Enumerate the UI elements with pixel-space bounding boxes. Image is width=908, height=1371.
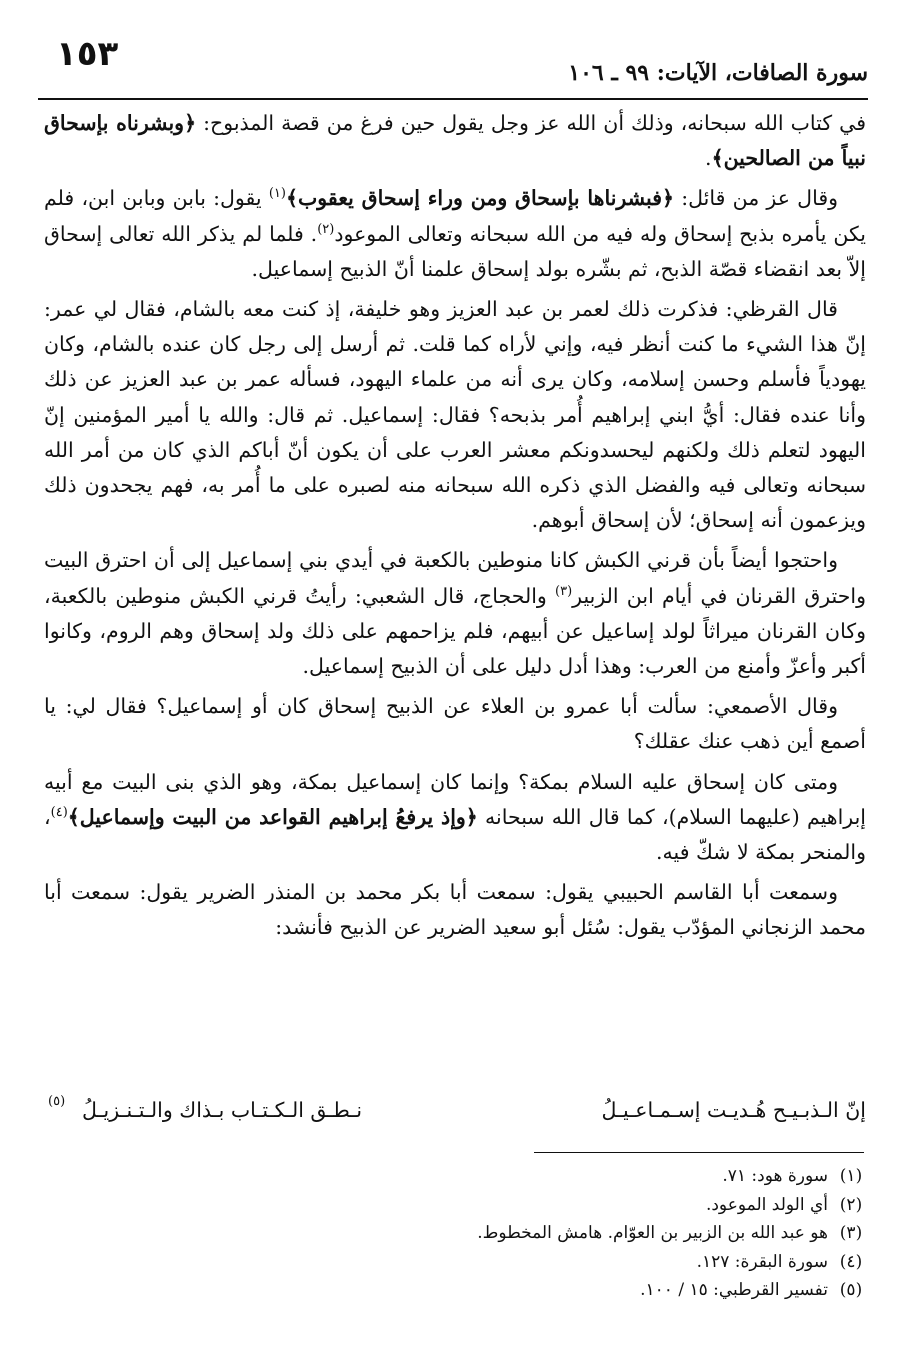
footnote (44, 1162, 864, 1191)
footnote-text: أي الولد الموعود. (705, 1194, 828, 1215)
text-run: في كتاب الله سبحانه، وذلك أن الله عز وجل يقول حين فرغ من قصة المذبوح: (196, 111, 866, 135)
quran-verse: ﴿وبشرناه بإسحاق نبياً من الصالحين﴾ (44, 111, 866, 171)
footnote-text: سورة البقرة: ١٢٧. (696, 1251, 828, 1272)
text-run: واحتجوا أيضاً بأن قرني الكبش كانا منوطين بالكعبة في أيدي بني إسماعيل إلى أن احترق البيت واحترق القرنان في أيام ابن الزبير (44, 548, 866, 608)
footnote (44, 1248, 864, 1277)
paragraph-6 (44, 765, 866, 871)
paragraph-3 (44, 292, 866, 538)
footnote (44, 1191, 864, 1220)
footnote-number: (٢) (839, 1194, 863, 1215)
footnote-number: (٣) (839, 1223, 863, 1243)
poetry-verse (44, 1094, 866, 1138)
footnote-ref: (٤) (50, 805, 68, 821)
text-run: ومتى كان إسحاق عليه السلام بمكة؟ وإنما كان إسماعيل بمكة، وهو الذي بنى البيت مع أبيه إبراهيم (عليهما السلام)، كما قال الله سبحانه (44, 769, 866, 829)
footnote-ref: (٢) (317, 221, 335, 237)
footnotes (44, 1162, 864, 1305)
paragraph-5 (44, 689, 866, 759)
footnote-number: (٤) (839, 1251, 863, 1272)
footnote-text: تفسير القرطبي: ١٥ / ١٠٠. (640, 1280, 828, 1300)
page-header (38, 26, 868, 86)
footnote-rule (534, 1152, 864, 1153)
body-text (44, 106, 866, 946)
paragraph-7 (44, 875, 866, 945)
page-number: ١٥٣ (56, 34, 119, 74)
footnote (44, 1219, 864, 1248)
text-run: يقول: بابن وبابن ابن، فلم يكن يأمره بذبح إسحاق وله فيه من الله سبحانه وتعالى الموعود (44, 186, 867, 246)
paragraph-2 (44, 181, 866, 287)
footnote-text: سورة هود: ٧١. (722, 1166, 828, 1186)
running-title: سورة الصافات، الآيات: ٩٩ ـ ١٠٦ (568, 60, 868, 86)
footnote-number: (٥) (839, 1280, 863, 1300)
footnote (44, 1276, 864, 1305)
quran-verse: ﴿وإذ يرفعُ إبراهيم القواعد من البيت وإسماعيل﴾ (67, 804, 478, 829)
quran-verse: ﴿فبشرناها بإسحاق ومن وراء إسحاق يعقوب﴾ (285, 186, 675, 211)
verse-hemistich-second: نـطـق الـكـتـاب بـذاك والـتـنـزيـلُ (82, 1098, 363, 1122)
text-run: وسمعت أبا القاسم الحبيبي يقول: سمعت أبا بكر محمد بن المنذر الضرير يقول: سمعت أبا محمد الزنجاني المؤدّب يقول: سُئل أبو سعيد الضرير عن الذبيح فأنشد: (44, 880, 866, 940)
text-run: وقال الأصمعي: سألت أبا عمرو بن العلاء عن الذبيح إسحاق كان أو إسماعيل؟ فقال لي: يا أصمع أين ذهب عنك عقلك؟ (44, 694, 866, 754)
text-run: . فلما لم يذكر الله تعالى إسحاق إلاّ بعد انقضاء قصّة الذبح، ثم بشّره بولد إسحاق علمنا أنّ الذبيح إسماعيل. (44, 221, 866, 281)
verse-hemistich-first: إنّ الـذبـيـح هُـديـت إسـمـاعـيـلُ (601, 1098, 866, 1122)
header-rule (38, 98, 868, 100)
footnote-ref: (٥) (48, 1094, 66, 1109)
paragraph-4 (44, 543, 866, 684)
text-run: وقال عز من قائل: (674, 186, 839, 211)
footnote-ref: (٣) (555, 583, 573, 599)
text-run: قال القرظي: فذكرت ذلك لعمر بن عبد العزيز وهو خليفة، إذ كنت معه بالشام، فقال لي عمر: إنّ هذا الشيء ما كنت أنظر فيه، وإني لأراه كما قلت. ثم أرسل إلى رجل كان عنده بالشام، وكان يهودياً فأسلم وحسن إسلامه، وكان يرى أنه من علماء اليهود، فسأله عمر بن عبد العزيز عن ذلك وأنا عنده فقال: أيُّ ابني إبراهيم أُمر بذبحه؟ فقال: إسماعيل. ثم قال: والله يا أمير المؤمنين إنّ اليهود لتعلم ذلك ولكنهم ليحسدونكم معشر العرب على أن يكون أنّ أباكم الذي كان من أمر الله سبحانه وتعالى فيه والفضل الذي ذكره الله سبحانه منه لصبره على ما أُمر به، فهم يجحدون ذلك ويزعمون أنه إسحاق؛ لأن إسحاق أبوهم. (44, 297, 866, 533)
text-run: والحجاج، قال الشعبي: رأيتُ قرني الكبش منوطين بالكعبة، وكان القرنان ميراثاً لولد إساعيل عن أبيهم، فلم يزاحمهم على ذلك ولد إسحاق وهم الروم، وكانوا أكبر وأعزّ وأمنع من العرب: وهذا أدل دليل على أن الذبيح إسماعيل. (44, 583, 866, 679)
footnote-text: هو عبد الله بن الزبير بن العوّام. هامش المخطوط. (477, 1223, 828, 1243)
paragraph-1 (44, 106, 866, 176)
footnote-number: (١) (839, 1166, 863, 1186)
text-run: ، والمنحر بمكة لا شكّ فيه. (44, 804, 866, 865)
text-run: . (705, 146, 712, 171)
footnote-ref: (١) (268, 186, 286, 202)
